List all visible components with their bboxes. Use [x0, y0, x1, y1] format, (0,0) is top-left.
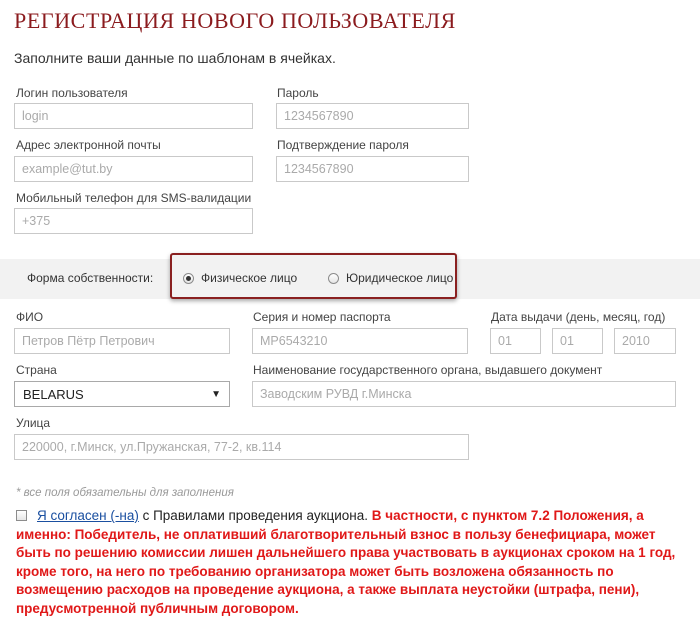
phone-input[interactable]	[14, 208, 253, 234]
login-label: Логин пользователя	[16, 86, 128, 100]
agree-text: с Правилами проведения аукциона.	[138, 508, 372, 523]
agree-link[interactable]: Я согласен (-на)	[37, 508, 139, 523]
password-confirm-label: Подтверждение пароля	[277, 138, 409, 152]
fio-input[interactable]	[14, 328, 230, 354]
required-note: * все поля обязательны для заполнения	[16, 487, 234, 499]
ownership-label: Форма собственности:	[27, 271, 154, 285]
passport-label: Серия и номер паспорта	[253, 310, 391, 324]
radio-legal[interactable]	[328, 271, 453, 285]
radio-legal-label: Юридическое лицо	[346, 271, 454, 285]
street-label: Улица	[16, 416, 51, 430]
email-input[interactable]	[14, 156, 253, 182]
agreement-block	[16, 507, 676, 618]
authority-input[interactable]	[252, 381, 676, 407]
radio-unchecked-icon[interactable]	[328, 273, 339, 284]
agree-checkbox[interactable]	[16, 510, 27, 521]
page-title: РЕГИСТРАЦИЯ НОВОГО ПОЛЬЗОВАТЕЛЯ	[14, 8, 456, 33]
login-input[interactable]	[14, 103, 253, 129]
phone-label: Мобильный телефон для SMS-валидации	[16, 191, 252, 205]
issue-date-label: Дата выдачи (день, месяц, год)	[491, 310, 666, 324]
radio-individual[interactable]	[183, 271, 297, 285]
authority-label: Наименование государственного органа, выдавшего документ	[253, 363, 603, 377]
intro-text: Заполните ваши данные по шаблонам в ячейках.	[14, 50, 336, 66]
country-label: Страна	[16, 363, 57, 377]
country-select[interactable]	[14, 381, 230, 407]
radio-checked-icon[interactable]	[183, 273, 194, 284]
issue-year-input[interactable]	[614, 328, 676, 354]
issue-day-input[interactable]	[490, 328, 541, 354]
password-confirm-input[interactable]	[276, 156, 469, 182]
issue-month-input[interactable]	[552, 328, 603, 354]
chevron-down-icon[interactable]: ▼	[211, 388, 221, 400]
street-input[interactable]	[14, 434, 469, 460]
agreement-warning: В частности, с пунктом 7.2 Положения, а именно: Победитель, не оплативший благотворительный взнос в пользу бенефициара, может быть по решению комиссии лишен дальнейшего права участвовать в аукционах сроком на 1 год, кроме того, на него по требованию организатора может быть возложена обязанность по возмещению расходов на проведение аукциона, а также выплата неустойки (штрафа, пени), предусмотренной публичным договором.	[16, 508, 676, 616]
password-label: Пароль	[277, 86, 319, 100]
fio-label: ФИО	[16, 310, 44, 324]
country-value: BELARUS	[23, 386, 84, 402]
radio-individual-label: Физическое лицо	[201, 271, 298, 285]
passport-input[interactable]	[252, 328, 468, 354]
email-label: Адрес электронной почты	[16, 138, 161, 152]
password-input[interactable]	[276, 103, 469, 129]
